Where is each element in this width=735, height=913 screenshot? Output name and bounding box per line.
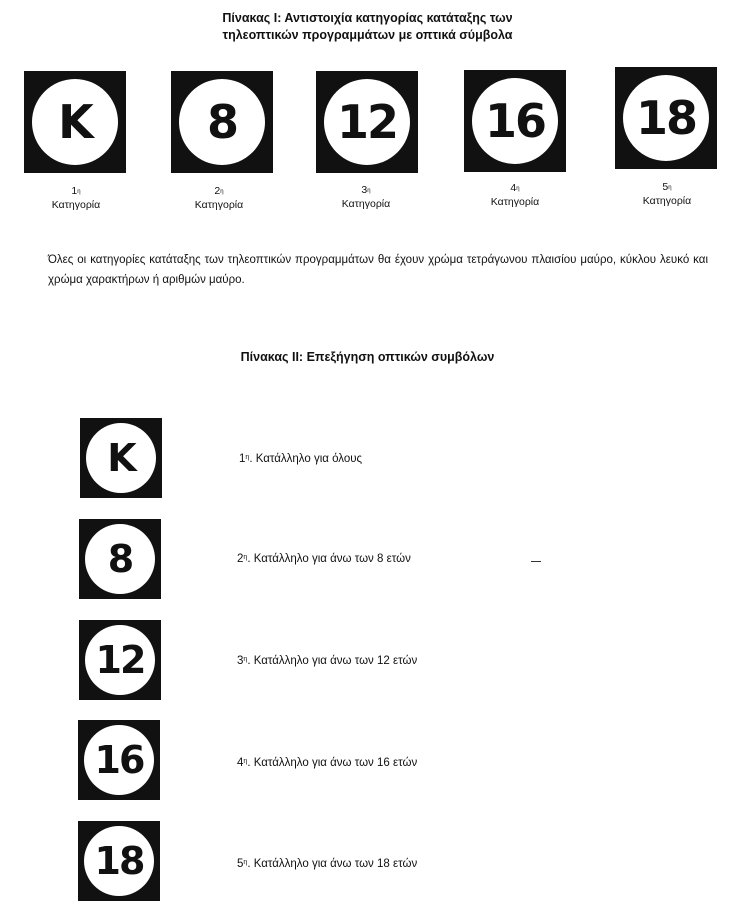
rating-symbol-disc: 12: [85, 625, 155, 695]
table1-title-line2: τηλεοπτικών προγραμμάτων με οπτικά σύμβολα: [222, 28, 513, 42]
explained-symbol-12: [79, 620, 161, 700]
explanation-4: $4^\eta$. Κατάλληλο για άνω των 16 ετών: [237, 757, 418, 769]
category-caption-2: $2^\eta$ Κατηγορία: [194, 185, 244, 211]
stray-dash-mark: [531, 561, 541, 562]
category-caption-3: $3^\eta$ Κατηγορία: [341, 184, 391, 210]
explanation-1: $1^\eta$. Κατάλληλο για όλους: [239, 453, 363, 465]
rating-symbol-k: [24, 71, 126, 173]
category-caption-5: $5^\eta$ Κατηγορία: [642, 181, 692, 207]
category-caption-4: $4^\eta$ Κατηγορία: [490, 182, 540, 208]
explanation-5: $5^\eta$. Κατάλληλο για άνω των 18 ετών: [237, 858, 418, 870]
rating-symbol-12: [316, 71, 418, 173]
category-caption-1: $1^\eta$ Κατηγορία: [51, 185, 101, 211]
color-notice-paragraph: Όλες οι κατηγορίες κατάταξης των τηλεοπτικών προγραμμάτων θα έχουν χρώμα τετράγωνου πλαισίου μαύρο, κύκλου λευκό και χρώμα χαρακτήρων ή αριθμών μαύρο.: [48, 254, 708, 286]
rating-symbol-disc: 12: [324, 79, 410, 165]
explained-symbol-16: [78, 720, 160, 800]
table1-title: [0, 10, 735, 44]
rating-symbol-disc: 8: [179, 79, 265, 165]
explanation-3: $3^\eta$. Κατάλληλο για άνω των 12 ετών: [237, 655, 418, 667]
rating-symbol-disc: 18: [623, 75, 709, 161]
rating-symbol-disc: 16: [472, 78, 558, 164]
rating-symbol-8: [171, 71, 273, 173]
rating-symbol-disc: 16: [84, 725, 154, 795]
table1-title-line1: Πίνακας Ι: Αντιστοιχία κατηγορίας κατάταξης των: [222, 11, 513, 25]
table2-title: Πίνακας ΙΙ: Επεξήγηση οπτικών συμβόλων: [240, 350, 495, 364]
explanation-2: $2^\eta$. Κατάλληλο για άνω των 8 ετών: [237, 553, 411, 565]
rating-symbol-disc: K: [86, 423, 156, 493]
explained-symbol-k: [80, 418, 162, 498]
rating-symbol-disc: 18: [84, 826, 154, 896]
explained-symbol-8: [79, 519, 161, 599]
explained-symbol-18: [78, 821, 160, 901]
rating-symbol-18: [615, 67, 717, 169]
rating-symbol-16: [464, 70, 566, 172]
rating-symbol-disc: K: [32, 79, 118, 165]
rating-symbol-disc: 8: [85, 524, 155, 594]
